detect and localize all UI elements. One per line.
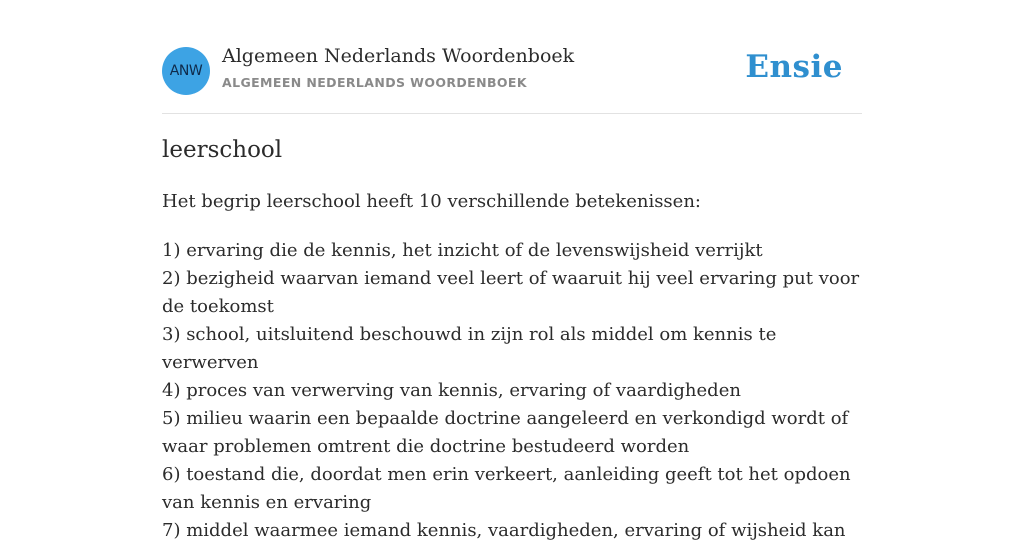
content-container <box>162 0 862 541</box>
dictionary-subtitle: ALGEMEEN NEDERLANDS WOORDENBOEK <box>222 75 527 90</box>
meaning-item: 1) ervaring die de kennis, het inzicht of de levenswijsheid verrijkt <box>162 240 763 261</box>
meaning-item: 7) middel waarmee iemand kennis, vaardigheden, ervaring of wijsheid kan <box>162 520 846 541</box>
dictionary-title[interactable]: Algemeen Nederlands Woordenboek <box>222 45 575 67</box>
word-title: leerschool <box>162 137 283 163</box>
ensie-logo[interactable]: Ensie <box>745 49 843 85</box>
meanings-intro: Het begrip leerschool heeft 10 verschillende betekenissen: <box>162 191 701 212</box>
meaning-item: 2) bezigheid waarvan iemand veel leert of waaruit hij veel ervaring put voor de toekomst <box>162 268 860 317</box>
site-header <box>162 0 862 114</box>
meaning-item: 3) school, uitsluitend beschouwd in zijn rol als middel om kennis te verwerven <box>162 324 777 373</box>
meanings-list <box>162 237 862 545</box>
anw-logo[interactable]: ANW <box>162 47 210 95</box>
meaning-item: 4) proces van verwerving van kennis, ervaring of vaardigheden <box>162 380 741 401</box>
meaning-item: 5) milieu waarin een bepaalde doctrine aangeleerd en verkondigd wordt of waar problemen omtrent die doctrine bestudeerd worden <box>162 408 849 457</box>
meaning-item: 6) toestand die, doordat men erin verkeert, aanleiding geeft tot het opdoen van kennis en ervaring <box>162 464 851 513</box>
